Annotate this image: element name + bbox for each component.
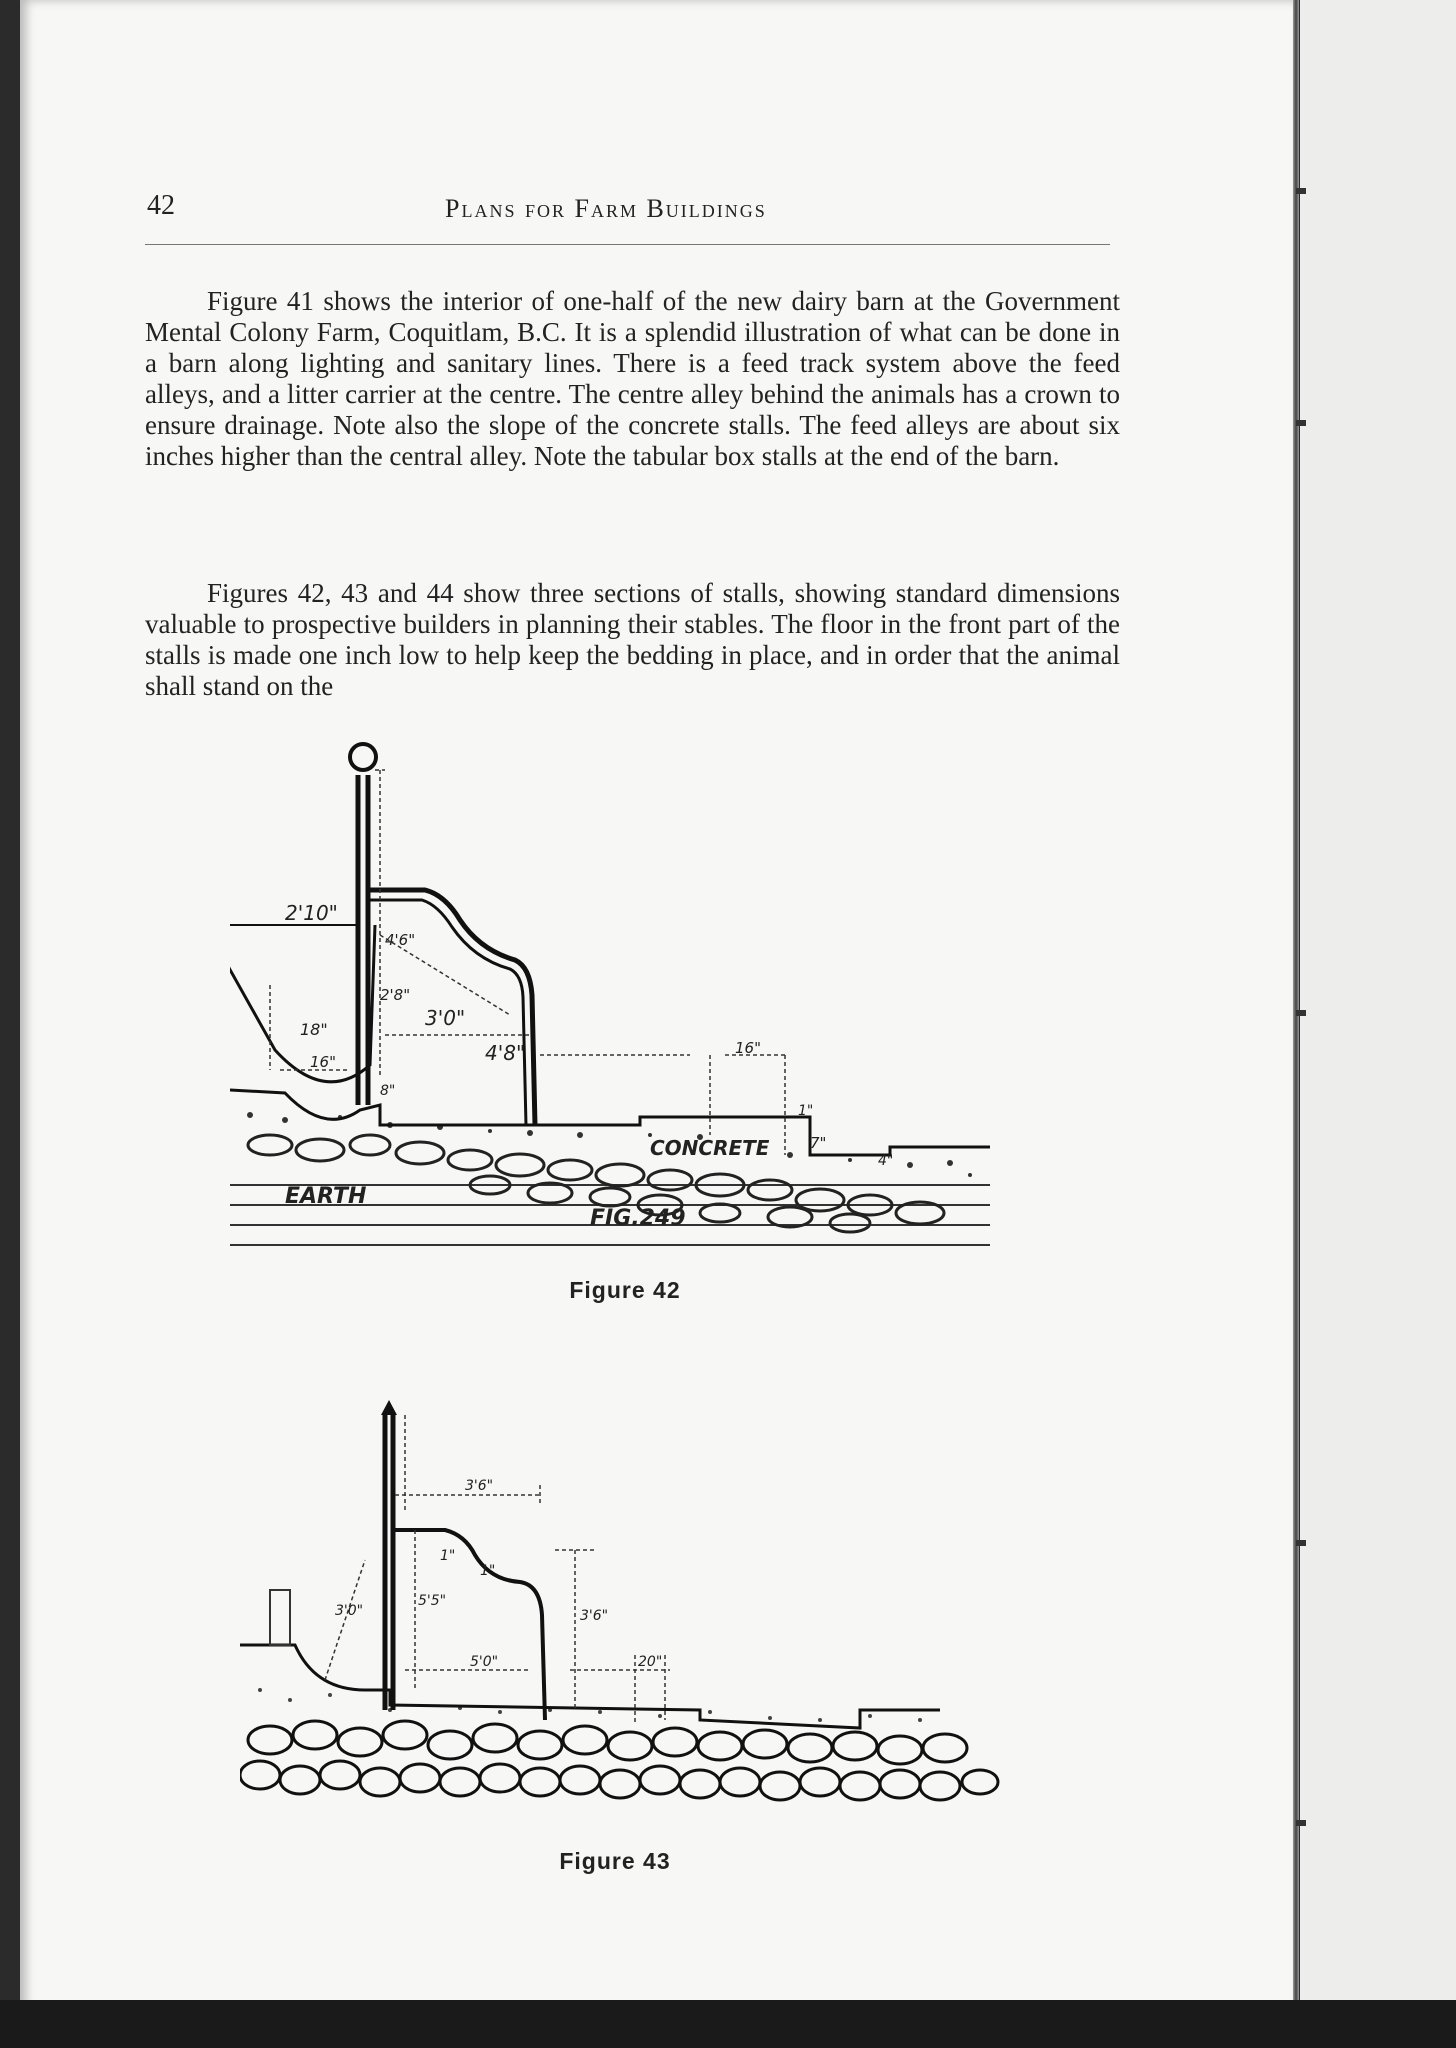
running-title: Plans for Farm Buildings (445, 194, 767, 223)
dim-post-height: 5'5" (418, 1593, 447, 1609)
figure-42-caption: Figure 42 (569, 1277, 681, 1303)
adjacent-page-edge (1300, 0, 1456, 2048)
dim-curb: 8" (380, 1083, 396, 1099)
label-concrete: CONCRETE (650, 1136, 770, 1160)
dim-manger-width: 2'10" (285, 901, 338, 925)
dim-manger-depth: 18" (300, 1020, 328, 1039)
dim-top-span: 3'6" (465, 1478, 494, 1494)
dim-rail-height: 4'6" (385, 931, 416, 949)
scan-bottom-border (0, 2000, 1456, 2048)
dim-gutter-width: 16" (735, 1039, 761, 1057)
dim-curve-2: 1" (480, 1563, 496, 1579)
stone-foundation (240, 1721, 998, 1800)
dim-stall-length: 5'0" (470, 1654, 499, 1670)
dim-rail-drop: 3'6" (580, 1608, 609, 1624)
label-earth: EARTH (285, 1184, 367, 1209)
dim-gutter: 20" (638, 1654, 663, 1670)
figure-43-stall-section (240, 1390, 1020, 1830)
dim-rail-span: 3'0" (425, 1006, 466, 1030)
label-plate-number: FIG.249 (590, 1206, 686, 1231)
dim-post-to-rail: 2'8" (380, 986, 411, 1004)
figure-42-stall-section (230, 735, 1030, 1265)
dim-slope: 1" (798, 1103, 814, 1119)
book-spine (1293, 0, 1299, 2048)
dim-manger-slope: 3'0" (335, 1603, 364, 1619)
paragraph-figure-41: Figure 41 shows the interior of one-half of the new dairy barn at the Government Mental Colony Farm, Coquitlam, B.C. It is a splendid illustration of what can be done in a barn along lighting and sanitary lines. There is a feed track system above the feed alleys, and a litter carrier at the centre. The centre alley behind the animals has a crown to ensure drainage. Note also the slope of the concrete stalls. The feed alleys are about six inches higher than the central alley. Note the tabular box stalls at the end of the barn. (145, 286, 1120, 471)
dim-manger-bottom: 16" (310, 1053, 336, 1071)
dim-alley-step: 4" (878, 1153, 894, 1169)
dim-stall-length: 4'8" (485, 1041, 526, 1065)
dim-drop: 7" (810, 1134, 827, 1152)
paragraph-figures-42-44: Figures 42, 43 and 44 show three sections of stalls, showing standard dimensions valuable to prospective builders in planning their stables. The floor in the front part of the stalls is made one inch low to help keep the bedding in place, and in order that the animal shall stand on the (145, 578, 1120, 701)
page-number: 42 (147, 190, 175, 221)
page-header (145, 188, 1110, 245)
figure-43-caption: Figure 43 (559, 1848, 671, 1874)
dim-curve-1: 1" (440, 1548, 456, 1564)
